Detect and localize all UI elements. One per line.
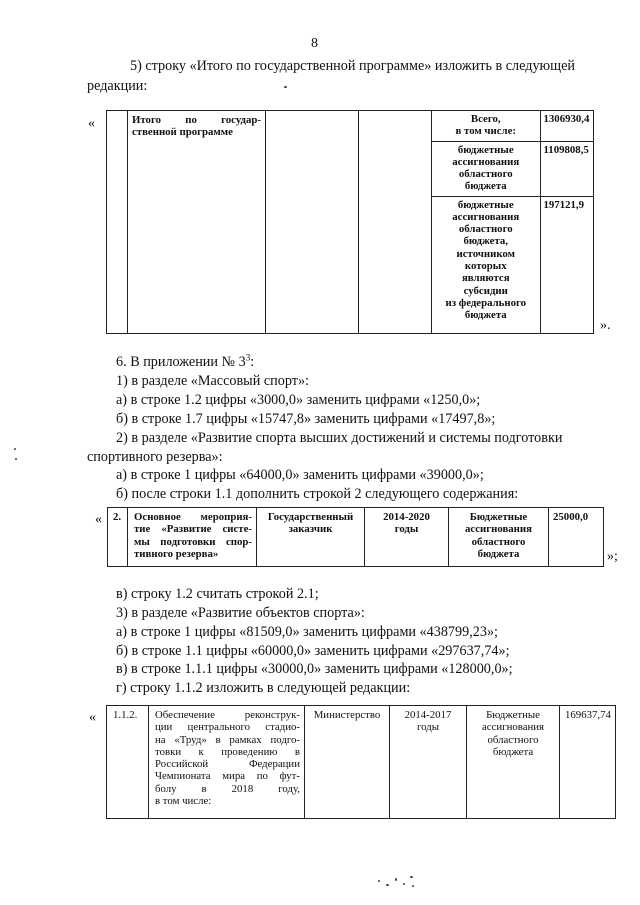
table-3-name: Обеспечение реконструк- ции центрального стадио- на «Труд» в рамках подго- товки к проведению в Российской Федерации Чемпионата мира по фут- болу в 2018 году, в том числе: — [149, 706, 305, 819]
paragraph-6-line-5: спортивного резерва»: — [87, 449, 223, 465]
page-number: 8 — [311, 36, 318, 51]
table-1-row-regional-name: бюджетные ассигнования областного бюджета — [432, 141, 540, 196]
table-2-name: Основное мероприя- тие «Развитие систе- мы подготовки спор- тивного резерва» — [128, 508, 257, 567]
table-3-stadium-row — [106, 705, 616, 819]
table-2-open-quote: « — [95, 512, 102, 527]
table-2-value: 25000,0 — [549, 508, 604, 567]
paragraph-7-line-4: б) в строке 1.1 цифры «60000,0» заменить цифрами «297637,74»; — [116, 643, 510, 659]
table-1-breakdown-cell — [432, 111, 594, 334]
paragraph-5-line-1: 5) строку «Итого по государственной программе» изложить в следующей — [130, 58, 575, 74]
table-3-open-quote: « — [89, 710, 96, 725]
paragraph-7-line-5: в) в строке 1.1.1 цифры «30000,0» заменить цифрами «128000,0»; — [116, 661, 513, 677]
paragraph-6-heading: 6. В приложении № $3^3$: — [116, 352, 255, 370]
paragraph-7-line-1: в) строку 1.2 считать строкой 2.1; — [116, 586, 319, 602]
paragraph-7-line-2: 3) в разделе «Развитие объектов спорта»: — [116, 605, 365, 621]
table-1-row-total-value: 1306930,4 — [543, 113, 590, 125]
table-2-num: 2. — [108, 508, 128, 567]
paragraph-7-line-3: а) в строке 1 цифры «81509,0» заменить цифрами «438799,23»; — [116, 624, 498, 640]
table-1-row-federal-value: 197121,9 — [540, 196, 594, 333]
paragraph-6-line-3: б) в строке 1.7 цифры «15747,8» заменить цифрами «17497,8»; — [116, 411, 496, 427]
table-2-close-quote: »; — [607, 549, 618, 564]
table-2-source: Бюджетные ассигнования областного бюджета — [449, 508, 549, 567]
table-3-years: 2014-2017 годы — [390, 706, 467, 819]
table-1-label-line-2: ственной программе — [132, 126, 233, 139]
table-3-value: 169637,74 — [560, 706, 616, 819]
table-1-open-quote: « — [88, 116, 95, 131]
paragraph-6-line-6: а) в строке 1 цифры «64000,0» заменить цифрами «39000,0»; — [116, 467, 484, 483]
table-1-label-line-1: Итого по государ- — [132, 114, 261, 126]
paragraph-7-line-6: г) строку 1.1.2 изложить в следующей редакции: — [116, 680, 411, 696]
table-1-close-quote: ». — [600, 318, 611, 333]
table-3-customer: Министерство — [305, 706, 390, 819]
paragraph-5-line-2: редакции: — [87, 78, 148, 94]
paragraph-6-line-4: 2) в разделе «Развитие спорта высших достижений и системы подготовки — [116, 430, 563, 446]
paragraph-6-line-1: 1) в разделе «Массовый спорт»: — [116, 373, 309, 389]
table-1-label-cell — [128, 111, 266, 334]
table-2-customer: Государственный заказчик — [257, 508, 365, 567]
table-1-row-total-name: Всего, в том числе: — [432, 111, 540, 141]
paragraph-6-line-2: а) в строке 1.2 цифры «3000,0» заменить цифрами «1250,0»; — [116, 392, 481, 408]
table-2-years: 2014-2020 годы — [365, 508, 449, 567]
paragraph-6-line-7: б) после строки 1.1 дополнить строкой 2 следующего содержания: — [116, 486, 519, 502]
table-2-main-event — [107, 507, 604, 567]
table-3-source: Бюджетные ассигнования областного бюджета — [467, 706, 560, 819]
table-1-total — [106, 110, 594, 334]
table-1-row-federal-name: бюджетные ассигнования областного бюджета, источником которых являются субсидии из федерального бюджета — [432, 196, 540, 333]
table-1-row-regional-value: 1109808,5 — [540, 141, 594, 196]
table-3-num: 1.1.2. — [107, 706, 149, 819]
